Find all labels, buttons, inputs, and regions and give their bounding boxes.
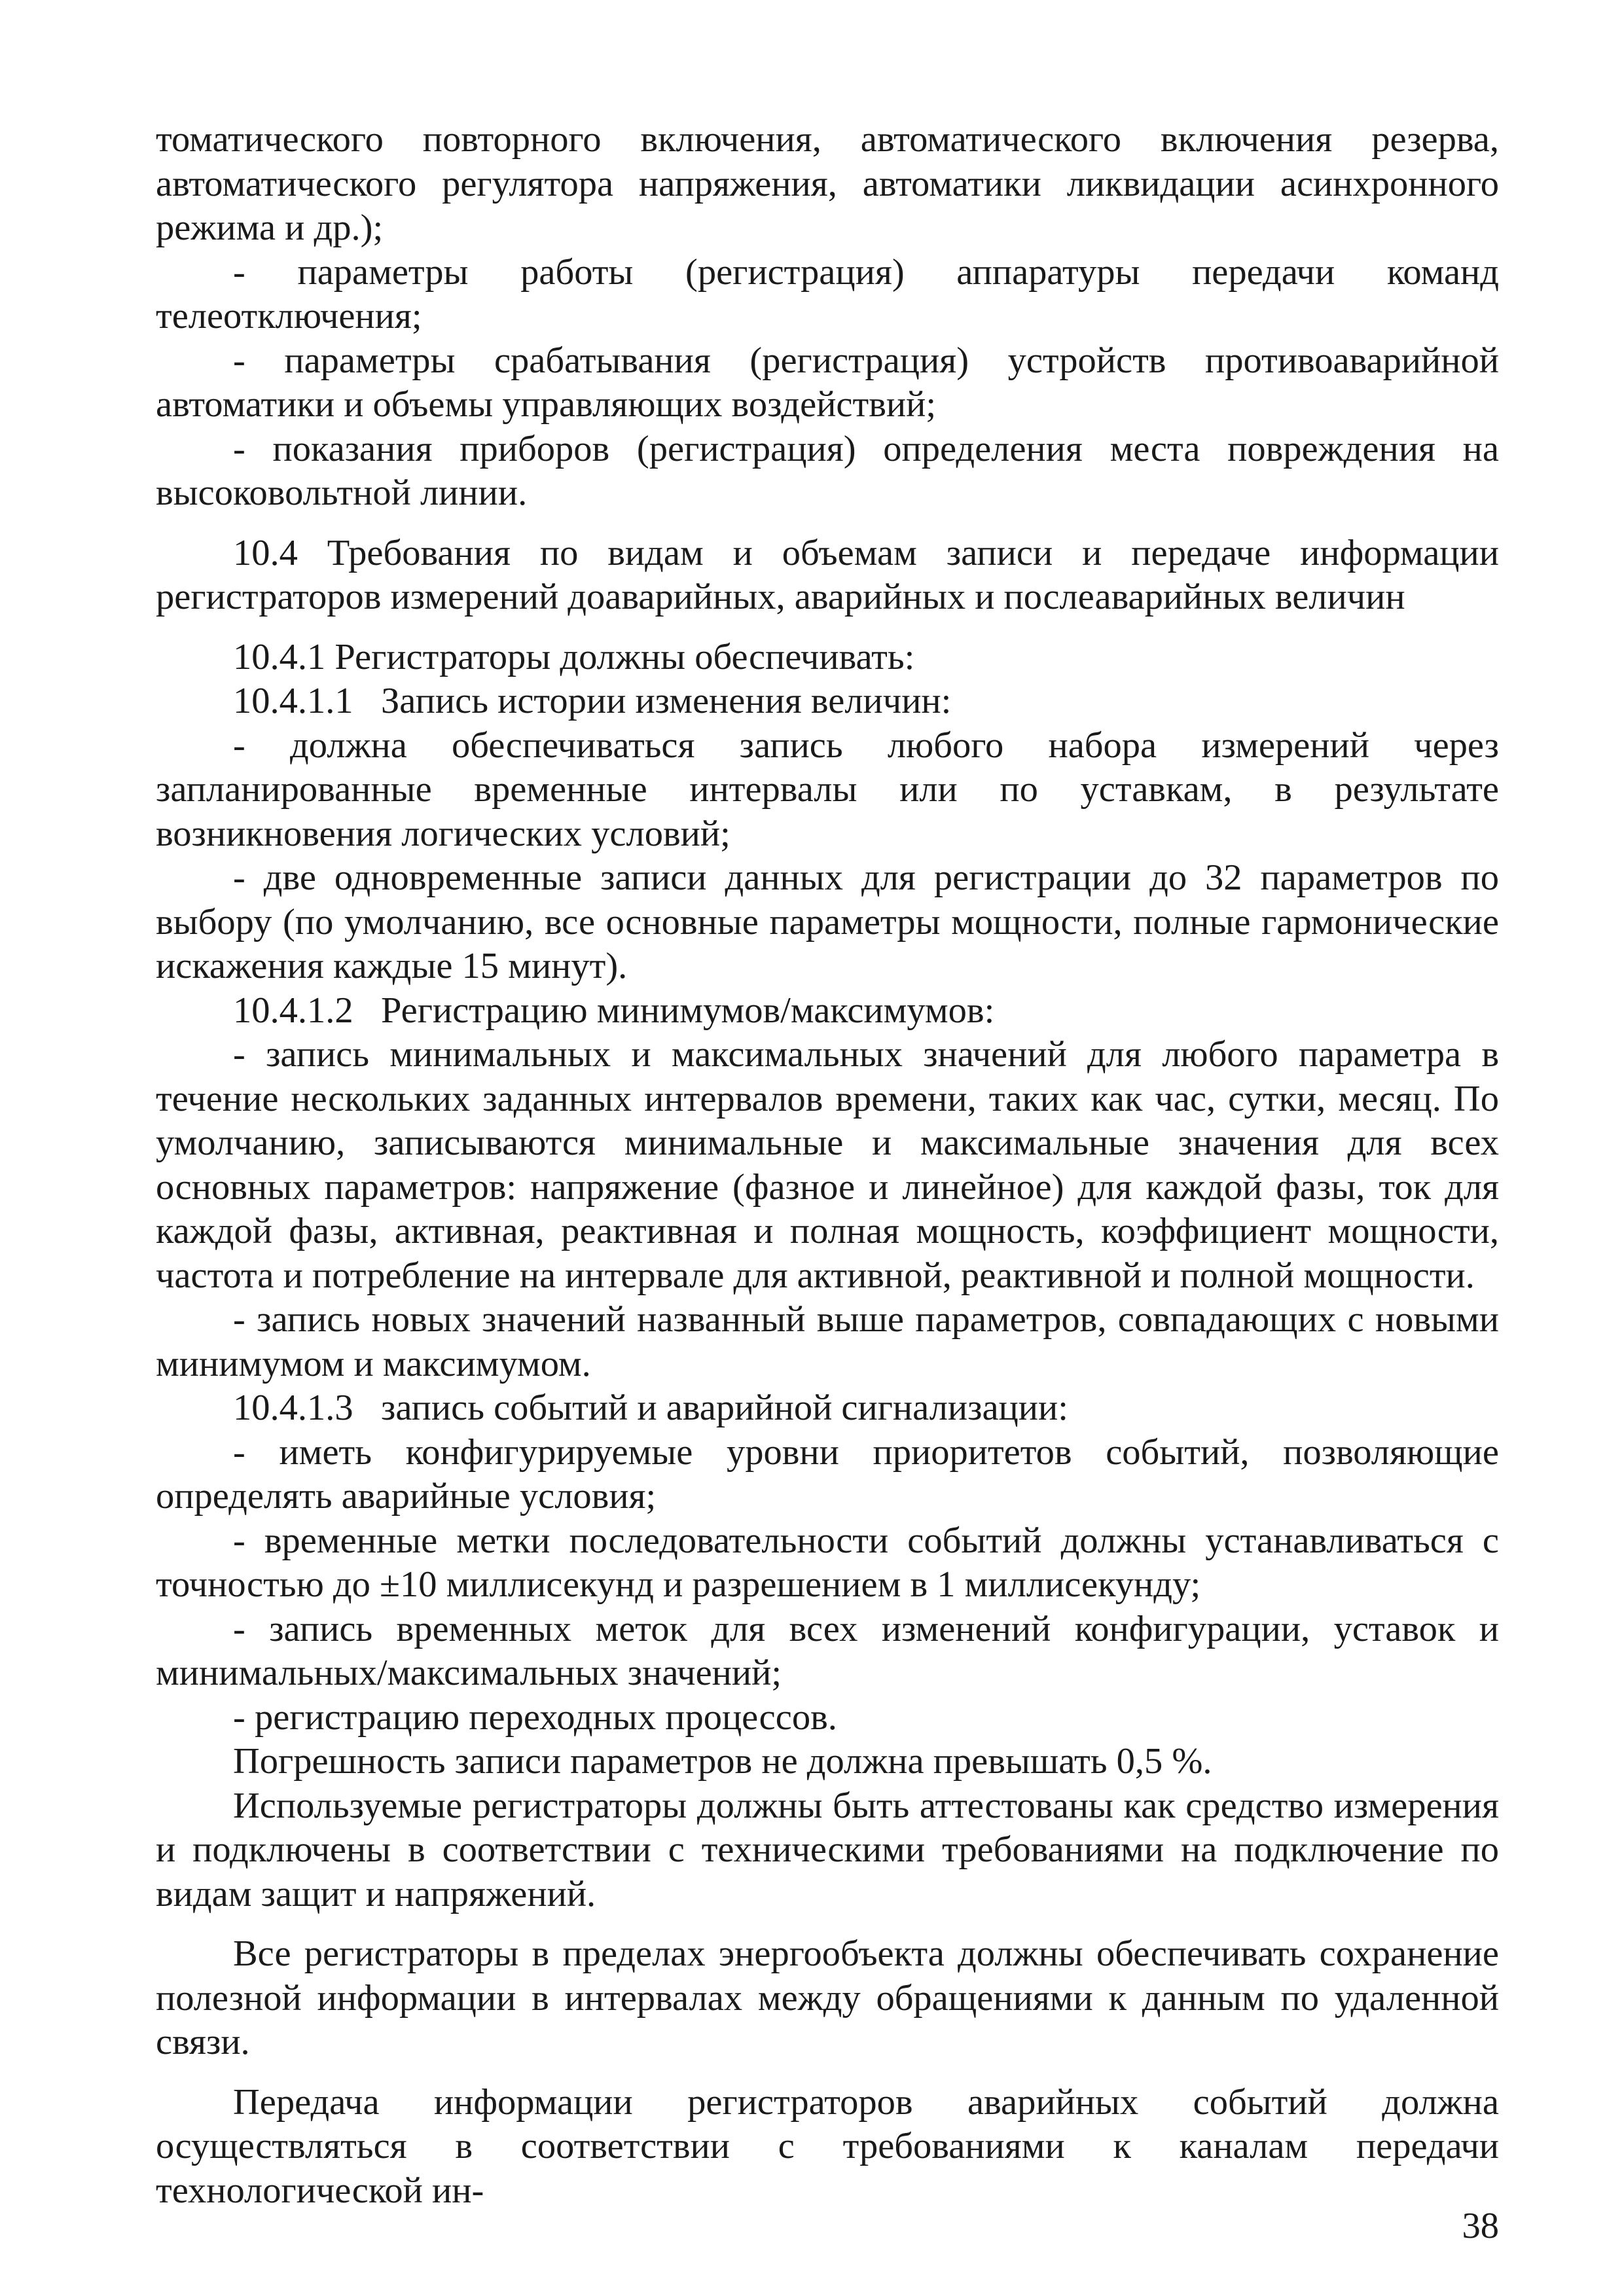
paragraph: Передача информации регистраторов аварийных событий должна осуществляться в соответствии с требованиями к каналам передачи технологической ин- (156, 2081, 1499, 2211)
list-item: - временные метки последовательности событий должны устанавливаться с точностью до ±10 миллисекунд и разрешением в 1 миллисекунду; (156, 1520, 1499, 1605)
list-item: - иметь конфигурируемые уровни приоритетов событий, позволяющие определять аварийные условия; (156, 1431, 1499, 1516)
document-body (156, 118, 1499, 2213)
subsection-heading: 10.4.1.3 запись событий и аварийной сигнализации: (233, 1388, 1068, 1428)
list-item: - запись новых значений названный выше параметров, совпадающих с новыми минимумом и максимумом. (156, 1299, 1499, 1384)
subsection-heading: 10.4.1.2 Регистрацию минимумов/максимумов: (233, 990, 995, 1031)
list-item: - регистрацию переходных процессов. (233, 1696, 837, 1738)
list-item: - должна обеспечиваться запись любого набора измерений через запланированные временные интервалы или по уставкам, в результате возникновения логических условий; (156, 725, 1499, 854)
subsection-heading: 10.4.1 Регистраторы должны обеспечивать: (233, 636, 915, 677)
list-item: - показания приборов (регистрация) определения места повреждения на высоковольтной линии. (156, 428, 1499, 513)
paragraph: Используемые регистраторы должны быть аттестованы как средство измерения и подключены в соответствии с техническими требованиями на подключение по видам защит и напряжений. (156, 1785, 1499, 1914)
list-item: - две одновременные записи данных для регистрации до 32 параметров по выбору (по умолчанию, все основные параметры мощности, полные гармонические искажения каждые 15 минут). (156, 857, 1499, 986)
list-item: - параметры срабатывания (регистрация) устройств противоаварийной автоматики и объемы управляющих воздействий; (156, 340, 1499, 425)
section-heading: 10.4 Требования по видам и объемам записи и передаче информации регистраторов измерений доаварийных, аварийных и послеаварийных величин (156, 532, 1499, 617)
list-item: - запись минимальных и максимальных значений для любого параметра в течение нескольких заданных интервалов времени, таких как час, сутки, месяц. По умолчанию, записываются минимальные и максимальные значения для всех основных параметров: напряжение (фазное и линейное) для каждой фазы, ток для каждой фазы, активная, реактивная и полная мощность, коэффициент мощности, частота и потребление на интервале для активной, реактивной и полной мощности. (156, 1034, 1499, 1296)
subsection-heading: 10.4.1.1 Запись истории изменения величин: (233, 681, 952, 721)
paragraph: Погрешность записи параметров не должна превышать 0,5 %. (233, 1741, 1212, 1782)
list-item: - параметры работы (регистрация) аппаратуры передачи команд телеотключения; (156, 251, 1499, 336)
paragraph: Все регистраторы в пределах энергообъекта должны обеспечивать сохранение полезной информации в интервалах между обращениями к данным по удаленной связи. (156, 1933, 1499, 2062)
paragraph: томатического повторного включения, автоматического включения резерва, автоматического регулятора напряжения, автоматики ликвидации асинхронного режима и др.); (156, 119, 1499, 248)
page-number: 38 (1462, 2206, 1499, 2246)
list-item: - запись временных меток для всех изменений конфигурации, уставок и минимальных/максимальных значений; (156, 1608, 1499, 1693)
